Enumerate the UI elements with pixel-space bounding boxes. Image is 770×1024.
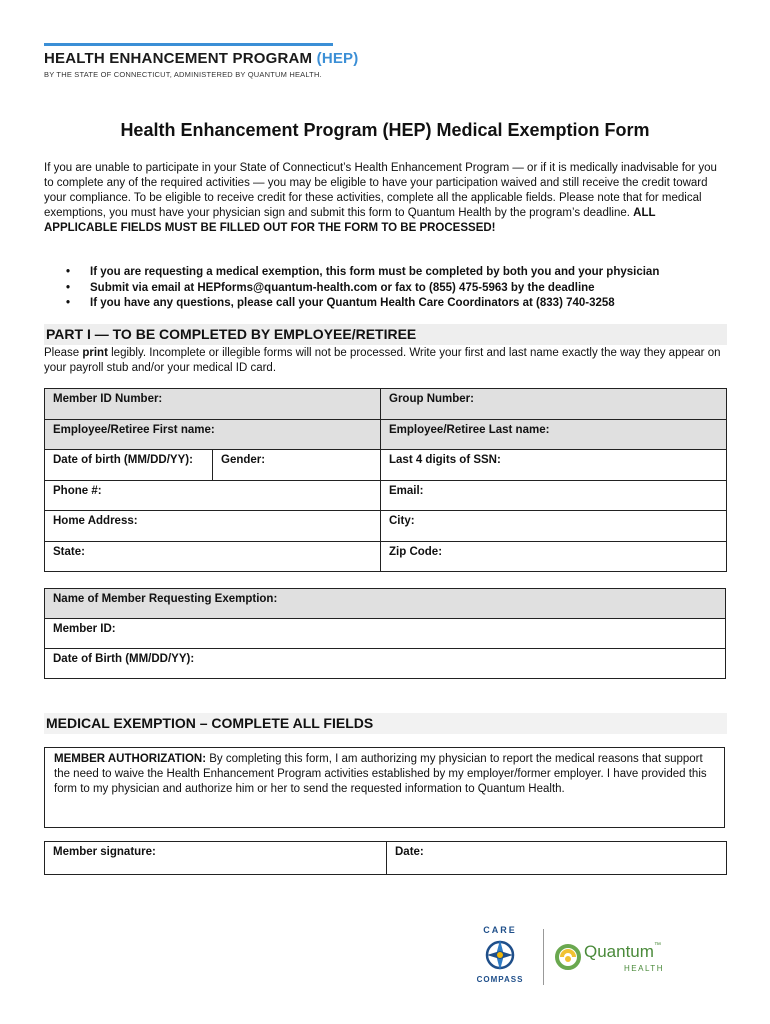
requestor-table bbox=[44, 588, 726, 679]
list-item: • Submit via email at HEPforms@quantum-health.com or fax to (855) 475-5963 by the deadline bbox=[62, 281, 742, 297]
page-title: Health Enhancement Program (HEP) Medical Exemption Form bbox=[120, 120, 650, 140]
program-logo-text bbox=[44, 50, 358, 67]
zip-field[interactable]: Zip Code: bbox=[381, 541, 727, 572]
quantum-text: Quantum bbox=[584, 942, 654, 961]
brand-tag: (HEP) bbox=[316, 50, 359, 67]
requestor-dob-field[interactable]: Date of Birth (MM/DD/YY): bbox=[45, 649, 726, 679]
state-field[interactable]: State: bbox=[45, 541, 381, 572]
employee-info-table bbox=[44, 388, 727, 572]
requestor-member-id-field[interactable]: Member ID: bbox=[45, 619, 726, 649]
part1-heading: PART I — TO BE COMPLETED BY EMPLOYEE/RETIREE bbox=[44, 324, 727, 345]
part1-instructions bbox=[44, 346, 724, 376]
medical-exemption-heading: MEDICAL EXEMPTION – COMPLETE ALL FIELDS bbox=[44, 713, 727, 734]
intro-bold-notice: ALL APPLICABLE FIELDS MUST BE FILLED OUT FOR THE FORM TO BE PROCESSED! bbox=[44, 207, 656, 235]
intro-text: If you are unable to participate in your State of Connecticut’s Health Enhancement Program — or if it is medically inadvisable for you to complete any of the required activities — you may be eligible to have your participation waived and still receive the credit toward your compliance. To be eligible to receive credit for these activities, complete all the applicable fields. Please note that for medical exemptions, you must have your physician sign and submit this form to Quantum Health by the program’s deadline. bbox=[44, 162, 717, 220]
dob-field[interactable]: Date of birth (MM/DD/YY): bbox=[45, 450, 213, 481]
ssn-field[interactable]: Last 4 digits of SSN: bbox=[381, 450, 727, 481]
signature-date-field[interactable]: Date: bbox=[387, 842, 727, 875]
gender-field[interactable]: Gender: bbox=[213, 450, 381, 481]
compass-icon bbox=[484, 937, 516, 973]
quantum-swirl-icon bbox=[554, 943, 582, 971]
group-number-field[interactable]: Group Number: bbox=[381, 389, 727, 420]
note-bold: print bbox=[82, 347, 108, 359]
footer-logos bbox=[470, 925, 710, 987]
quantum-health-logo bbox=[554, 941, 704, 981]
email-field[interactable]: Email: bbox=[381, 480, 727, 511]
last-name-field[interactable]: Employee/Retiree Last name: bbox=[381, 419, 727, 450]
auth-label: MEMBER AUTHORIZATION: bbox=[54, 753, 207, 765]
member-signature-field[interactable]: Member signature: bbox=[45, 842, 387, 875]
health-label: HEALTH bbox=[624, 964, 664, 973]
care-label: CARE bbox=[483, 925, 517, 935]
instruction-list bbox=[62, 265, 742, 312]
trademark-mark: ™ bbox=[653, 942, 661, 949]
compass-label: COMPASS bbox=[476, 975, 524, 984]
brand-subtitle: BY THE STATE OF CONNECTICUT, ADMINISTERED BY QUANTUM HEALTH. bbox=[44, 70, 322, 79]
note-text: Please bbox=[44, 347, 83, 359]
signature-table bbox=[44, 841, 727, 875]
list-item: • If you are requesting a medical exemption, this form must be completed by both you and your physician bbox=[62, 265, 742, 281]
member-id-field[interactable]: Member ID Number: bbox=[45, 389, 381, 420]
address-field[interactable]: Home Address: bbox=[45, 511, 381, 542]
header-accent-bar bbox=[44, 43, 333, 46]
care-compass-logo bbox=[470, 925, 530, 987]
intro-paragraph bbox=[44, 161, 724, 236]
phone-field[interactable]: Phone #: bbox=[45, 480, 381, 511]
logo-divider bbox=[543, 929, 544, 985]
city-field[interactable]: City: bbox=[381, 511, 727, 542]
list-item: • If you have any questions, please call your Quantum Health Care Coordinators at (833) 740-3258 bbox=[62, 296, 742, 312]
auth-text: By completing this form, I am authorizing my physician to report the medical reasons that support the need to waive the Health Enhancement Program activities established by my employer/former employer. I have provided this form to my physician and authorize him or her to send the requested information to Quantum Health. bbox=[54, 753, 707, 796]
member-authorization bbox=[44, 747, 725, 828]
note-text-rest: legibly. Incomplete or illegible forms will not be processed. Write your first and last name exactly the way they appear on your payroll stub and/or your medical ID card. bbox=[44, 347, 721, 374]
requestor-name-field[interactable]: Name of Member Requesting Exemption: bbox=[45, 589, 726, 619]
brand-main: HEALTH ENHANCEMENT PROGRAM bbox=[44, 50, 313, 67]
first-name-field[interactable]: Employee/Retiree First name: bbox=[45, 419, 381, 450]
quantum-wordmark bbox=[584, 942, 661, 962]
